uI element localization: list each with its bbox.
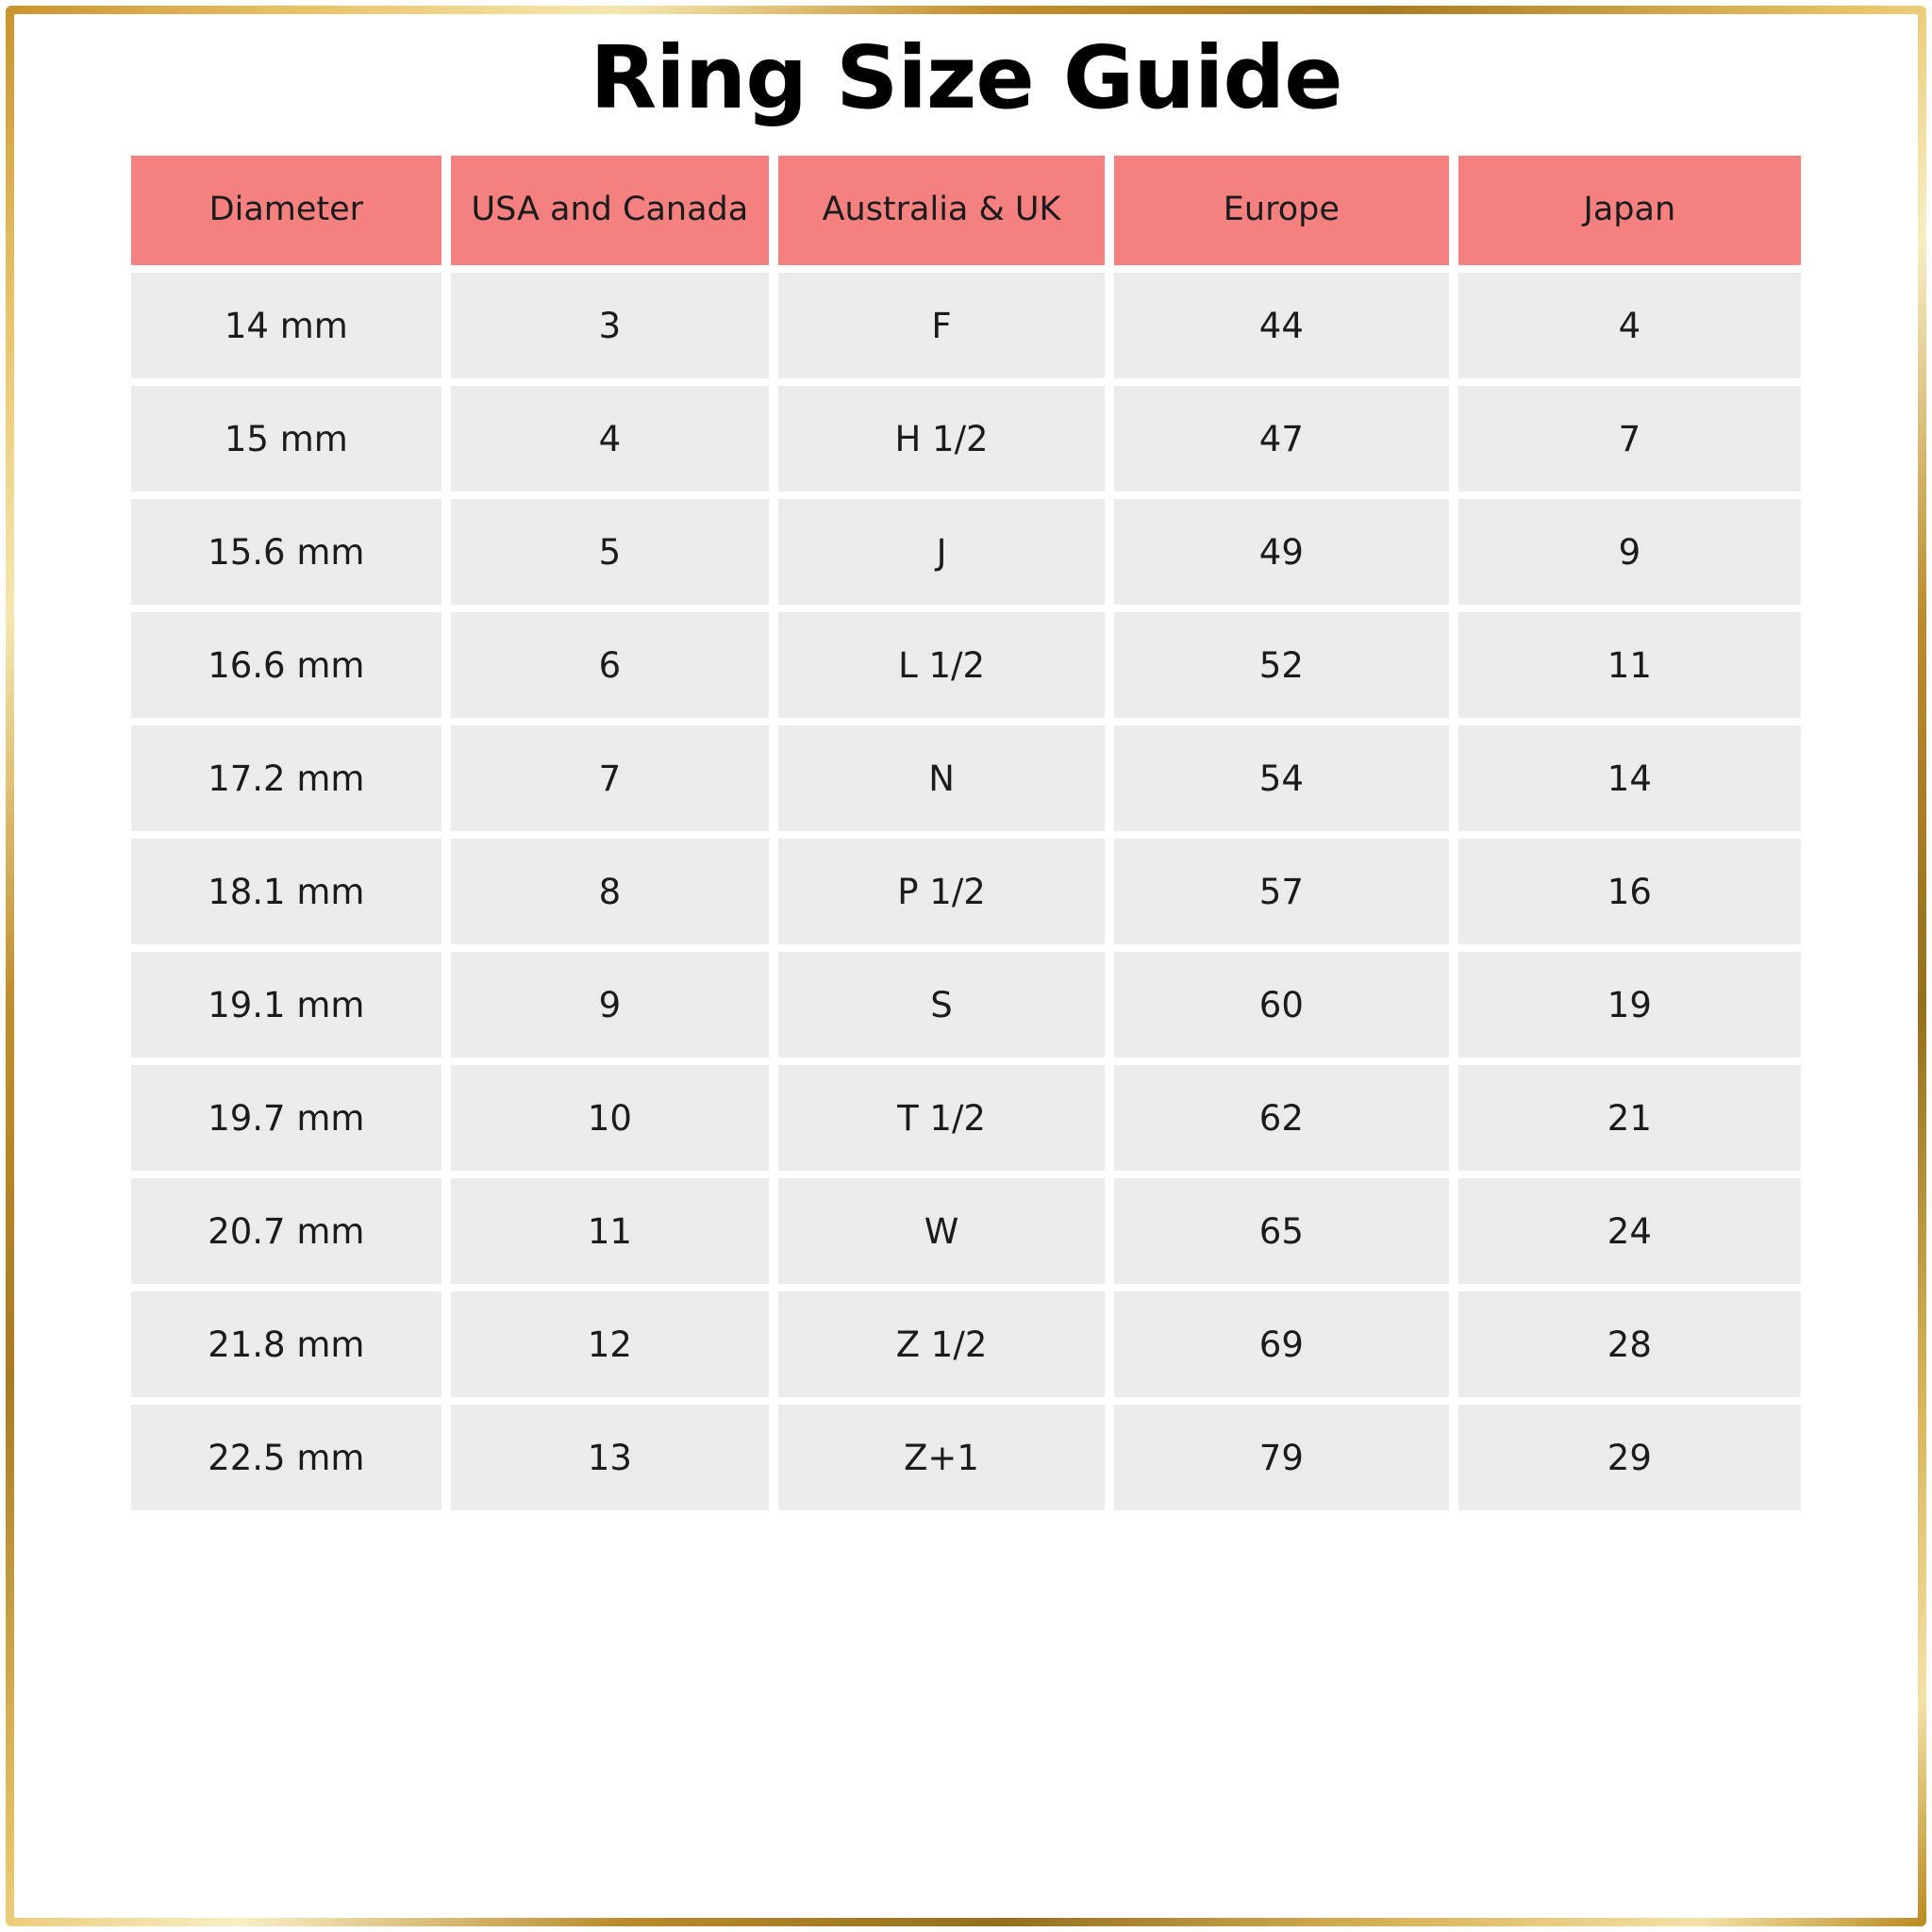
cell-diameter: 15.6 mm	[131, 499, 441, 605]
cell-australia-uk: N	[778, 725, 1105, 831]
cell-usa-canada: 7	[451, 725, 769, 831]
table-row	[131, 952, 1801, 1058]
column-header-australia-uk: Australia & UK	[778, 156, 1105, 265]
table-row	[131, 499, 1801, 605]
cell-diameter: 16.6 mm	[131, 612, 441, 718]
cell-usa-canada: 13	[451, 1405, 769, 1510]
cell-usa-canada: 5	[451, 499, 769, 605]
table-row	[131, 612, 1801, 718]
cell-japan: 28	[1458, 1291, 1801, 1397]
cell-diameter: 15 mm	[131, 386, 441, 491]
cell-australia-uk: W	[778, 1178, 1105, 1284]
table-row	[131, 386, 1801, 491]
cell-usa-canada: 11	[451, 1178, 769, 1284]
column-header-diameter: Diameter	[131, 156, 441, 265]
cell-usa-canada: 12	[451, 1291, 769, 1397]
cell-diameter: 14 mm	[131, 273, 441, 378]
cell-japan: 24	[1458, 1178, 1801, 1284]
cell-europe: 57	[1114, 839, 1449, 944]
cell-europe: 62	[1114, 1065, 1449, 1171]
cell-japan: 11	[1458, 612, 1801, 718]
cell-japan: 4	[1458, 273, 1801, 378]
cell-europe: 79	[1114, 1405, 1449, 1510]
cell-japan: 14	[1458, 725, 1801, 831]
cell-europe: 65	[1114, 1178, 1449, 1284]
cell-usa-canada: 8	[451, 839, 769, 944]
table-row	[131, 1178, 1801, 1284]
cell-diameter: 19.7 mm	[131, 1065, 441, 1171]
ring-size-table	[122, 148, 1810, 1518]
cell-australia-uk: P 1/2	[778, 839, 1105, 944]
cell-usa-canada: 6	[451, 612, 769, 718]
cell-europe: 47	[1114, 386, 1449, 491]
table-header-row	[131, 156, 1801, 265]
cell-diameter: 19.1 mm	[131, 952, 441, 1058]
cell-europe: 54	[1114, 725, 1449, 831]
cell-japan: 16	[1458, 839, 1801, 944]
cell-europe: 44	[1114, 273, 1449, 378]
cell-diameter: 18.1 mm	[131, 839, 441, 944]
cell-japan: 29	[1458, 1405, 1801, 1510]
table-row	[131, 1291, 1801, 1397]
cell-diameter: 21.8 mm	[131, 1291, 441, 1397]
page-content	[14, 14, 1918, 1918]
table-row	[131, 839, 1801, 944]
cell-europe: 49	[1114, 499, 1449, 605]
cell-australia-uk: T 1/2	[778, 1065, 1105, 1171]
cell-australia-uk: J	[778, 499, 1105, 605]
column-header-japan: Japan	[1458, 156, 1801, 265]
cell-australia-uk: S	[778, 952, 1105, 1058]
cell-diameter: 20.7 mm	[131, 1178, 441, 1284]
cell-japan: 7	[1458, 386, 1801, 491]
cell-europe: 69	[1114, 1291, 1449, 1397]
column-header-europe: Europe	[1114, 156, 1449, 265]
cell-usa-canada: 3	[451, 273, 769, 378]
cell-japan: 19	[1458, 952, 1801, 1058]
column-header-usa-canada: USA and Canada	[451, 156, 769, 265]
table-row	[131, 1405, 1801, 1510]
cell-diameter: 22.5 mm	[131, 1405, 441, 1510]
cell-europe: 60	[1114, 952, 1449, 1058]
cell-australia-uk: H 1/2	[778, 386, 1105, 491]
cell-usa-canada: 9	[451, 952, 769, 1058]
cell-australia-uk: L 1/2	[778, 612, 1105, 718]
table-row	[131, 725, 1801, 831]
cell-diameter: 17.2 mm	[131, 725, 441, 831]
cell-japan: 21	[1458, 1065, 1801, 1171]
table-row	[131, 1065, 1801, 1171]
cell-australia-uk: Z+1	[778, 1405, 1105, 1510]
page-title: Ring Size Guide	[590, 27, 1342, 128]
cell-japan: 9	[1458, 499, 1801, 605]
cell-australia-uk: F	[778, 273, 1105, 378]
table-row	[131, 273, 1801, 378]
cell-europe: 52	[1114, 612, 1449, 718]
cell-usa-canada: 10	[451, 1065, 769, 1171]
cell-australia-uk: Z 1/2	[778, 1291, 1105, 1397]
cell-usa-canada: 4	[451, 386, 769, 491]
